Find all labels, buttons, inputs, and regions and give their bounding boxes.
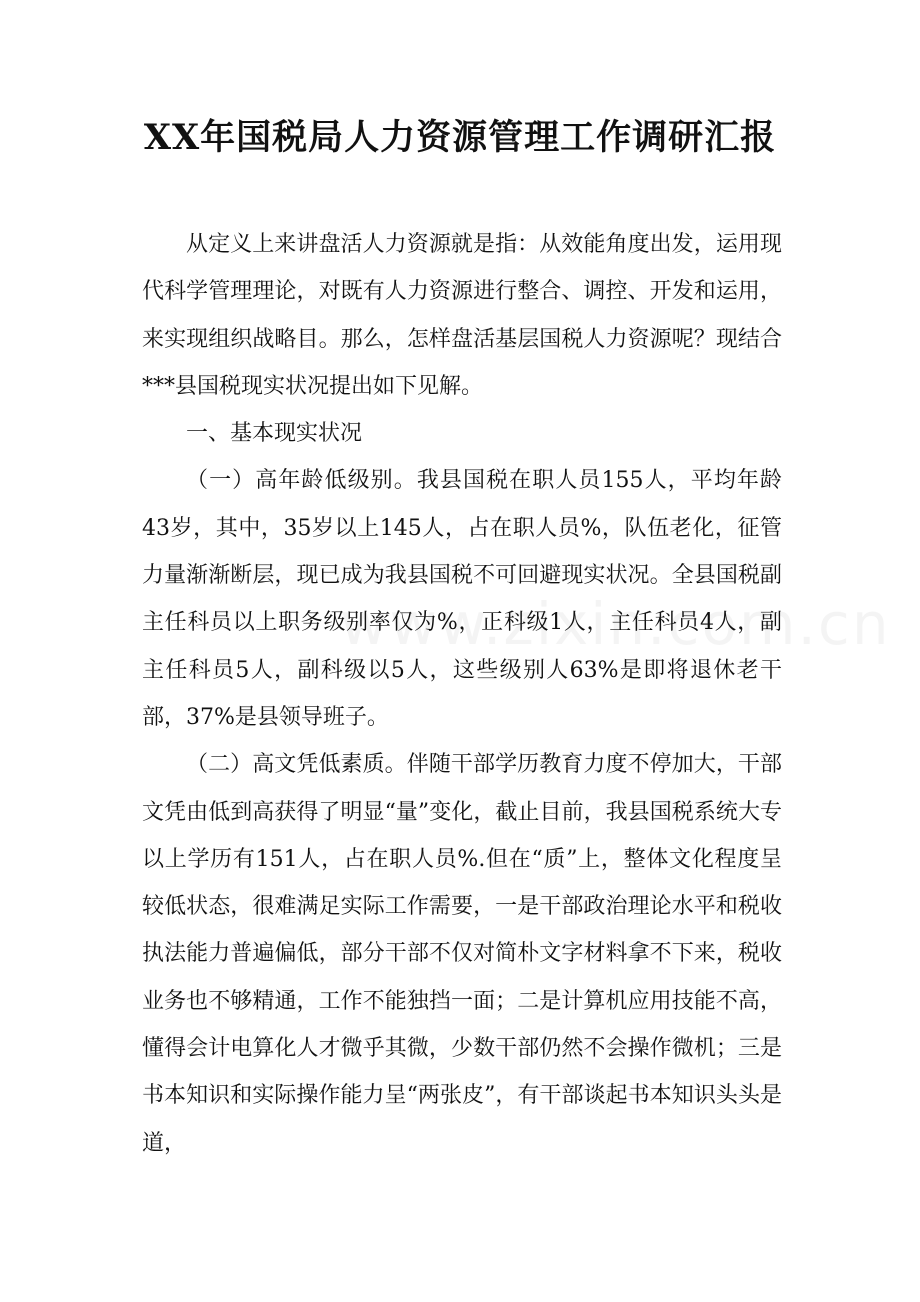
paragraph-education-quality: （二）高文凭低素质。伴随干部学历教育力度不停加大，干部文凭由低到高获得了明显“量”变化，截止目前，我县国税系统大专以上学历有151人，占在职人员%.但在“质”上，整体文化程度呈较低状态，很难满足实际工作需要，一是干部政治理论水平和税收执法能力普遍偏低，部分干部不仅对简朴文字材料拿不下来，税收业务也不够精通，工作不能独挡一面；二是计算机应用技能不高，懂得会计电算化人才微乎其微，少数干部仍然不会操作微机；三是书本知识和实际操作能力呈“两张皮”，有干部谈起书本知识头头是道， <box>142 752 782 1156</box>
document-title: XX年国税局人力资源管理工作调研汇报 <box>143 117 777 158</box>
paragraph-age-level: （一）高年龄低级别。我县国税在职人员155人，平均年龄43岁，其中，35岁以上145人，占在职人员%，队伍老化，征管力量渐渐断层，现已成为我县国税不可回避现实状况。全县国税副主任科员以上职务级别率仅为%，正科级1人，主任科员4人，副主任科员5人，副科级以5人，这些级别人63%是即将退休老干部，37%是县领导班子。 <box>142 468 782 730</box>
paragraph-intro: 从定义上来讲盘活人力资源就是指：从效能角度出发，运用现代科学管理理论，对既有人力资源进行整合、调控、开发和运用，来实现组织战略目。那么，怎样盘活基层国税人力资源呢？现结合***县国税现实状况提出如下见解。 <box>142 232 782 399</box>
document-body <box>142 221 782 1167</box>
section-heading: 一、基本现实状况 <box>186 421 363 447</box>
